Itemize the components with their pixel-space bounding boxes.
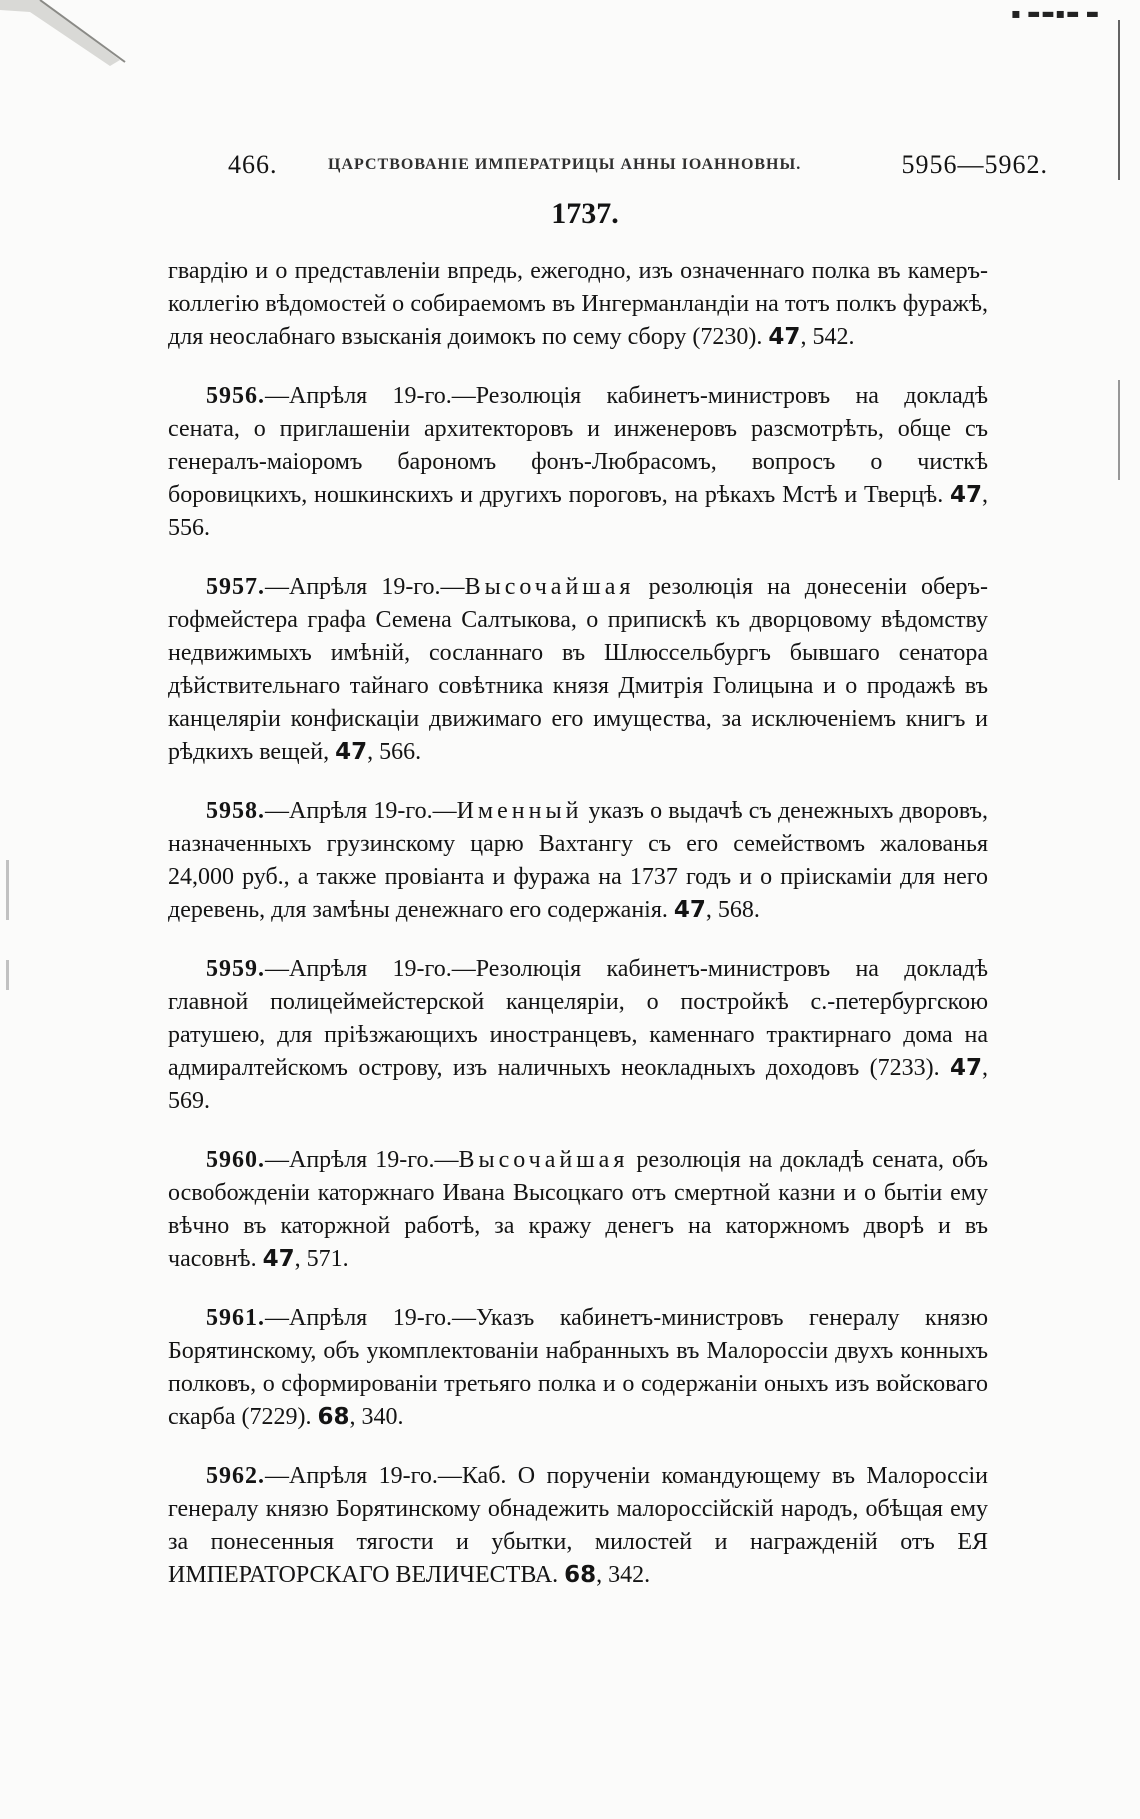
entry-number: 5956. bbox=[206, 383, 265, 409]
reference-page: , 566. bbox=[367, 739, 422, 765]
entry-number: 5959. bbox=[206, 956, 265, 982]
entry-date: —Апрѣля 19-го.— bbox=[265, 1147, 459, 1173]
entry-date: —Апрѣля 19-го.— bbox=[265, 1463, 462, 1489]
entry-5961 bbox=[168, 1302, 988, 1434]
page-edge-line bbox=[1118, 380, 1120, 480]
entry-range: 5956—5962. bbox=[901, 150, 1048, 179]
reference-page: , 571. bbox=[294, 1246, 349, 1272]
reference-volume: 68 bbox=[317, 1404, 350, 1430]
running-title: ЦАРСТВОВАНІЕ ИМПЕРАТРИЦЫ АННЫ ІОАННОВНЫ. bbox=[328, 156, 802, 173]
entry-number: 5962. bbox=[206, 1463, 265, 1489]
reference-volume: 68 bbox=[564, 1562, 597, 1588]
reference-page: , 340. bbox=[349, 1404, 404, 1430]
entry-5959 bbox=[168, 953, 988, 1118]
entry-5957 bbox=[168, 571, 988, 769]
entry-text: указъ о выдачѣ съ денежныхъ дворовъ, назначенныхъ грузинскому царю Вахтангу съ его семействомъ жалованья 24,000 руб., а также провіанта и фуража на 1737 годъ и о пріискаміи для него деревень, для замѣны денежнаго его содержанія. bbox=[168, 798, 988, 923]
entry-text: Резолюція кабинетъ-министровъ на докладѣ сената, о приглашеніи архитекторовъ и инженеровъ разсмотрѣть, обще съ генералъ-маіоромъ барономъ фонъ-Любрасомъ, вопросъ о чисткѣ боровицкихъ, ношкинскихъ и другихъ пороговъ, на рѣкахъ Мстѣ и Тверцѣ. bbox=[168, 383, 988, 508]
reference-page: , 568. bbox=[705, 897, 760, 923]
entry-spaced-lead: Именный bbox=[456, 798, 583, 824]
page-header bbox=[228, 148, 1048, 188]
reference-page: , 569. bbox=[168, 1055, 988, 1114]
reference-page: , 342. bbox=[596, 1562, 651, 1588]
reference-volume: 47 bbox=[768, 324, 801, 350]
entry-text: резолюція на докладѣ сената, объ освобожденіи каторжнаго Ивана Высоцкаго отъ смертной казни и о бытіи ему вѣчно въ каторжной работѣ, за кражу денегъ на каторжномъ дворѣ и въ часовнѣ. bbox=[168, 1147, 989, 1272]
page-number: 466. bbox=[228, 150, 278, 179]
entry-date: —Апрѣля 19-го.— bbox=[265, 1305, 476, 1331]
entry-number: 5958. bbox=[206, 798, 265, 824]
scan-left-mark bbox=[6, 960, 9, 990]
continuation-text: гвардію и о представленіи впредь, ежегодно, изъ означеннаго полка въ камеръ-коллегію вѣдомостей о собираемомъ въ Ингерманландіи на тотъ полкъ фуражѣ, для неослабнаго взысканія доимокъ по сему сбору (7230). bbox=[168, 258, 988, 350]
entry-number: 5961. bbox=[206, 1305, 265, 1331]
reference-page: , 542. bbox=[800, 324, 855, 350]
entry-5958 bbox=[168, 795, 988, 927]
entry-number: 5960. bbox=[206, 1147, 265, 1173]
scan-left-mark bbox=[6, 860, 9, 920]
entry-text: Указъ кабинетъ-министровъ генералу князю Борятинскому, объ укомплектованіи набранныхъ въ Малороссіи двухъ конныхъ полковъ, о сформированіи третьяго полка и о содержаніи оныхъ изъ войсковаго скарба (7229). bbox=[168, 1305, 988, 1430]
entry-5962 bbox=[168, 1460, 988, 1592]
entry-date: —Апрѣля 19-го.— bbox=[265, 383, 476, 409]
entry-date: —Апрѣля 19-го.— bbox=[265, 574, 465, 600]
entry-date: —Апрѣля 19-го.— bbox=[265, 798, 457, 824]
entry-number: 5957. bbox=[206, 574, 265, 600]
reference-volume: 47 bbox=[335, 739, 368, 765]
scan-top-marks: ▪ ▬▬▪▬ ▬ bbox=[1011, 6, 1100, 22]
reference-page: , 556. bbox=[168, 482, 988, 541]
reference-volume: 47 bbox=[673, 897, 706, 923]
scan-corner-artifact bbox=[0, 0, 130, 70]
reference-volume: 47 bbox=[949, 1055, 982, 1081]
entry-date: —Апрѣля 19-го.— bbox=[265, 956, 476, 982]
entry-text: резолюція на донесеніи оберъ-гофмейстера графа Семена Салтыкова, о припискѣ къ дворцовому вѣдомству недвижимыхъ имѣній, сосланнаго въ Шлюссельбургъ бывшаго сенатора дѣйствительнаго тайнаго совѣтника князя Дмитрія Голицына и о продажѣ въ канцеляріи конфискаціи движимаго его имущества, за исключеніемъ книгъ и рѣдкихъ вещей, bbox=[168, 574, 988, 765]
document-body bbox=[168, 255, 988, 1592]
year-heading: 1737. bbox=[551, 197, 619, 230]
continuation-paragraph bbox=[168, 255, 988, 354]
entry-spaced-lead: Высочайшая bbox=[464, 574, 635, 600]
reference-volume: 47 bbox=[262, 1246, 295, 1272]
reference-volume: 47 bbox=[949, 482, 982, 508]
page-edge-line bbox=[1118, 20, 1120, 180]
entry-5956 bbox=[168, 380, 988, 545]
entry-5960 bbox=[168, 1144, 988, 1276]
entry-text: Каб. О порученіи командующему въ Малороссіи генералу князю Борятинскому обнадежить малороссійскій народъ, обѣщая ему за понесенныя тягости и убытки, милостей и награжденій отъ ЕЯ ИМПЕРАТОРСКАГО ВЕЛИЧЕСТВА. bbox=[168, 1463, 988, 1588]
entry-text: Резолюція кабинетъ-министровъ на докладѣ главной полицеймейстерской канцеляріи, о постройкѣ с.-петербургскою ратушею, для пріѣзжающихъ иностранцевъ, каменнаго трактирнаго дома на адмиралтейскомъ острову, изъ наличныхъ неокладныхъ доходовъ (7233). bbox=[168, 956, 988, 1081]
entry-spaced-lead: Высочайшая bbox=[458, 1147, 629, 1173]
